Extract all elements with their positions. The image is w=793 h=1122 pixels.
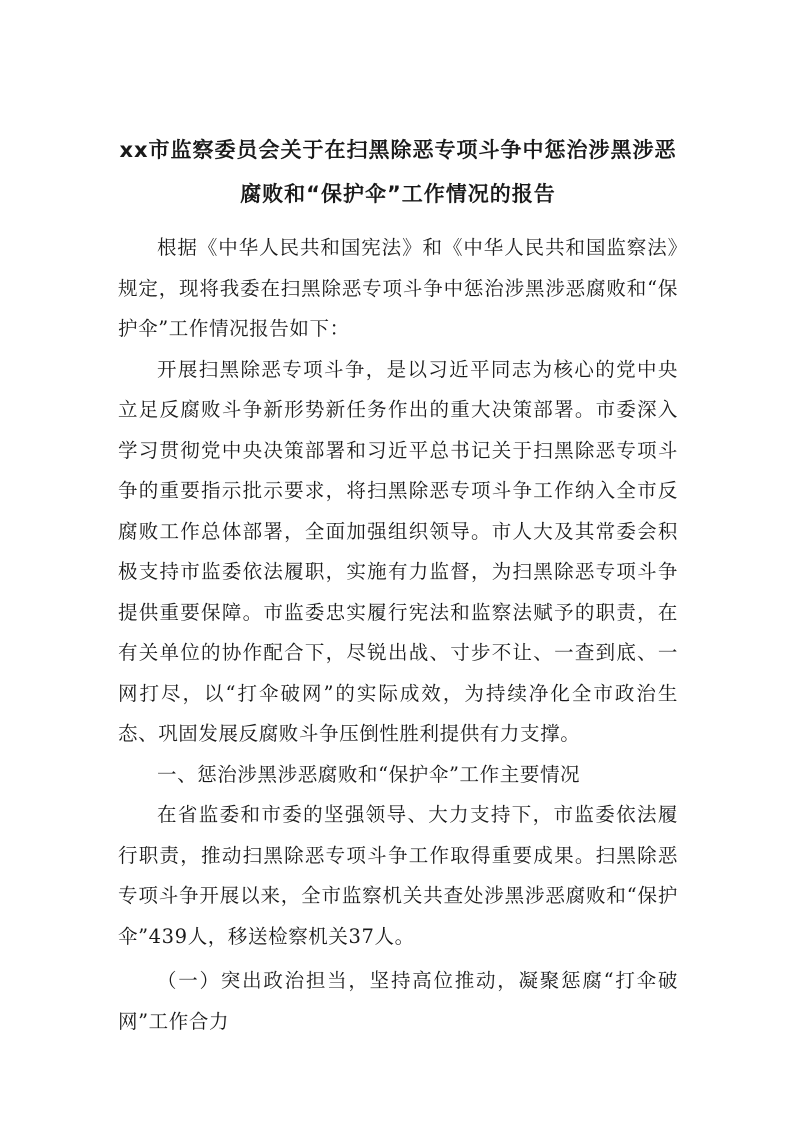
section-heading: 一、惩治涉黑涉恶腐败和“保护伞”工作主要情况 [157,762,581,786]
title-line-2: 腐败和“保护伞”工作情况的报告 [240,182,556,206]
results-paragraph: 在省监委和市委的坚强领导、大力支持下，市监委依法履行职责，推动扫黑除恶专项斗争工作取得重要成果。扫黑除恶专项斗争开展以来，全市监察机关共查处涉黑涉恶腐败和“保护伞”439人，移送检察机关37人。 [118,803,678,948]
document-title [118,128,678,216]
intro-paragraph: 根据《中华人民共和国宪法》和《中华人民共和国监察法》规定，现将我委在扫黑除恶专项斗争中惩治涉黑涉恶腐败和“保护伞”工作情况报告如下： [118,236,678,340]
subsection-heading: （一）突出政治担当，坚持高位推动，凝聚惩腐“打伞破网”工作合力 [118,969,678,1033]
title-line-1: xx市监察委员会关于在扫黑除恶专项斗争中惩治涉黑涉恶 [119,138,677,162]
document-page [118,128,678,1042]
background-paragraph: 开展扫黑除恶专项斗争，是以习近平同志为核心的党中央立足反腐败斗争新形势新任务作出的重大决策部署。市委深入学习贯彻党中央决策部署和习近平总书记关于扫黑除恶专项斗争的重要指示批示要求，将扫黑除恶专项斗争工作纳入全市反腐败工作总体部署，全面加强组织领导。市人大及其常委会积极支持市监委依法履职，实施有力监督，为扫黑除恶专项斗争提供重要保障。市监委忠实履行宪法和监察法赋予的职责，在有关单位的协作配合下，尽锐出战、寸步不让、一查到底、一网打尽，以“打伞破网”的实际成效，为持续净化全市政治生态、巩固发展反腐败斗争压倒性胜利提供有力支撑。 [118,357,678,745]
